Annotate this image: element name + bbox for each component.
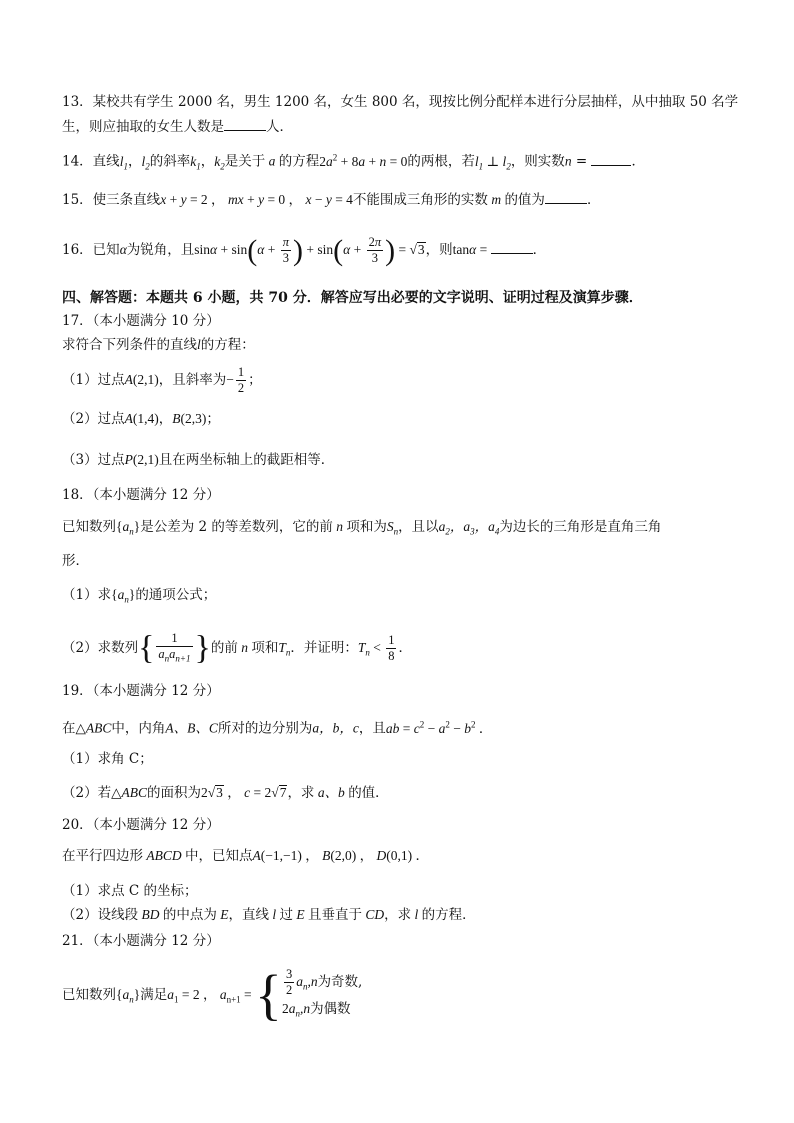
q19-part2 [62,783,389,803]
q17-intro-a: 求符合下列条件的直线 [62,337,197,353]
q16-prefix: 16．已知 [62,242,120,258]
q18-l1-a: 已知数列 [62,519,116,535]
q17-p3-b: 且在两坐标轴上的截距相等． [158,452,335,468]
q20-line1 [62,846,429,866]
q18-l1-b: 是公差为 2 的等差数列，它的前 [140,519,333,535]
q18-p2-b: 的前 [210,640,238,656]
q21-case1-text: 为奇数, [317,973,363,990]
q17-intro-b: 的方程： [200,337,255,353]
q19-l1-b: 中，内角 [111,720,166,737]
q20-p2-e: 且垂直于 [307,907,362,923]
q18-part2 [62,628,412,673]
q15-end: ． [586,192,601,208]
q18-brace-left: { [138,629,155,667]
q20-math-e: E [216,907,229,922]
q14-math-k2: $k_2$ [214,153,225,172]
q21-math-a1: $a_1 = 2$ ， $a_{n+1}$ = [167,987,256,1005]
q16-mid2: ，则 [425,242,453,258]
q18-l1-e: 为边长的三角形是直角三角 [499,519,662,535]
q20-part2 [62,905,476,925]
q18-p1-b: 的通项公式； [135,587,217,603]
q19-part1: （1）求角 C； [62,751,153,767]
q18-math-n: n [332,519,347,534]
q14-answer-blank[interactable] [591,151,631,166]
q18-p2-e: ． [398,640,412,656]
q20-math-l: l [268,907,280,922]
q17-p1-c: ； [248,372,262,388]
q17-p1-a: （1）过点 [62,372,125,388]
q19-l1-c: 所对的边分别为 [217,720,313,737]
q21-math-seq: $\{a_n\}$ [116,987,141,1005]
q14-line: 14．直线$l_1$，$l_2$的斜率$k_1$，$k_2$是关于 a 的方程$2a^2 + 8a + n = 0$的两根，若$l_1$ ⊥ $l_2$，则实数n = ． [62,152,645,172]
q19-math-area: 2√3 ， c = 2√7 [200,785,287,800]
q19-math-abc2: ABC [121,785,147,800]
q18-math-sides: $a_2$，$a_3$，$a_4$ [438,519,500,537]
q17-p2-b: ， [158,411,173,427]
q13-line2 [62,116,293,137]
q20-p2-g: 的方程． [421,907,476,923]
q18-math-sn: $S_n$ [386,519,399,537]
q19-math-abc: ABC [85,720,112,736]
q19-l1-d: ，且 [358,720,386,737]
q13-line1 [62,92,738,112]
q18-l1-c: 项和为 [346,519,387,535]
q14-mid3: 的方程 [278,153,320,170]
q15-mid2: 的值为 [504,192,545,208]
q17-math-point-a2: A(1,4) [124,411,159,426]
q19-math-angles: A、B、C [165,720,218,736]
q17-part3 [62,450,334,470]
q21-case2-text: 为偶数 [310,1000,351,1017]
q19-l1-a: 在△ [62,720,86,737]
q17-part2 [62,409,220,429]
q14-math-l2: $l_2$ [141,153,150,172]
q19-p2-b: 的面积为 [146,785,201,801]
q13-answer-blank[interactable] [224,116,266,131]
q20-p2-f: ，求 [384,907,412,923]
q18-head: 18．（本小题满分 12 分） [62,487,220,503]
q15-answer-blank[interactable] [545,189,587,204]
q18-brace-right: } [194,629,211,667]
q14-prefix: 14．直线 [62,153,120,170]
q14-mid1: 的斜率 [149,153,191,170]
q14-math-perp: $l_1$ ⊥ $l_2$ [474,153,511,172]
q17-p2-a: （2）过点 [62,411,125,427]
q19-head: 19．（本小题满分 12 分） [62,683,220,699]
q17-math-point-b: B(2,3) [172,411,207,426]
q21-case-brace: { [255,964,282,1027]
q18-line1 [62,517,661,542]
q14-math-l1: $l_1$ [119,153,128,172]
q19-p2-a: （2）若△ [62,785,122,801]
q17-p3-a: （3）过点 [62,452,125,468]
q20-head: 20．（本小题满分 12 分） [62,817,220,833]
q19-math-equation: ab = $c^2 - a^2 - b^2$ ． [385,719,493,736]
section4-title: 四、解答题：本题共 6 小题，共 70 分．解答应写出必要的文字说明、证明过程及演算步骤． [62,290,643,306]
q19-math-sides: a，b，c [312,720,359,736]
q17-math-point-p: P(2,1) [124,452,159,467]
q14-math-k1: $k_1$ [190,153,201,172]
q14-mid5: ，则实数 [510,153,565,170]
q18-math-seq2: $\{a_n\}$ [111,587,136,605]
q21-l1-a: 已知数列 [62,987,116,1003]
q18-math-n2: n [237,640,252,655]
q17-math-slope: − $\frac{1}{2}$ [226,365,245,396]
q16-answer-blank[interactable] [491,239,533,254]
q17-part1 [62,362,262,398]
q21-case1: $\frac{3}{2}$ $a_n,n$为奇数, [285,966,363,997]
q20-p2-a: （2）设线段 [62,907,139,923]
q15-math-lines: x + y = 2 ， mx + y = 0 ， x − y = 4 [160,192,353,207]
q16-math-equation: sinα + sin(α + $\frac{\pi}{3}$ ) + sin(α + $\frac{2\pi}{3}$ ) = √3 [194,233,425,267]
q20-p2-c: ，直线 [228,907,269,923]
q21-head: 21．（本小题满分 12 分） [62,933,220,949]
q18-l1-d: ，且以 [398,519,439,535]
q21-cases [282,967,362,1025]
q16-line [62,232,546,268]
q16-math-alpha: α [119,242,127,257]
q18-p2-c: 项和 [251,640,279,656]
q13-text-b: 生，则应抽取的女生人数是 [62,119,224,135]
q18-p1-a: （1）求 [62,587,112,603]
q20-math-l2: l [411,907,422,922]
q16-math-tan: tanα = [452,242,491,257]
q17-p1-b: ，且斜率为 [158,372,227,388]
q17-intro [62,335,255,355]
q15-math-m: m [487,192,505,207]
q21-case2: $2a_n,n$为偶数 [281,1000,351,1019]
q13-text-c: 人． [266,119,293,135]
q19-p2-d: 的值． [348,785,389,801]
q16-end: ． [532,242,547,258]
q17-head: 17．（本小题满分 10 分） [62,313,220,329]
q15-line [62,189,600,210]
q20-part1: （1）求点 C 的坐标； [62,883,198,899]
q14-math-a: a [265,153,279,169]
q14-end: ． [631,153,645,170]
q19-p2-c: ，求 [287,785,315,801]
q20-math-e2: E [292,907,308,922]
q20-l1-a: 在平行四边形 [62,848,143,864]
q15-prefix: 15．使三条直线 [62,192,161,208]
q18-math-frac: $\frac{1}{a_na_{n+1}}$ [158,630,191,664]
q15-mid: 不能围成三角形的实数 [352,192,488,208]
q20-math-points: A(−1,−1) ， B(2,0) ， D(0,1) ． [252,848,429,863]
q17-math-point-a: A(2,1) [124,372,159,387]
q14-math-n: n [564,153,572,169]
q17-p2-c: ； [206,411,220,427]
q14-mid4: 的两根，若 [407,153,475,170]
q18-math-ineq: $T_n$ < $\frac{1}{8}$ [357,633,395,664]
q18-part1 [62,585,216,610]
q20-p2-b: 的中点为 [162,907,217,923]
q20-math-abcd: ABCD [143,848,185,863]
q21-line1 [62,962,362,1028]
q19-line1 [62,714,492,739]
q14-mid2: 是关于 [224,153,266,170]
q13-text-a: 13．某校共有学生 2000 名，男生 1200 名，女生 800 名，现按比例分配样本进行分层抽样，从中抽取 50 名学 [62,94,739,110]
q20-math-bd: BD [138,907,163,922]
q19-math-ab: a、b [314,785,349,800]
q20-math-cd: CD [361,907,385,922]
q16-mid: 为锐角，且 [126,242,195,258]
q14-math-equation: $2a^2 + 8a + n = 0$ [319,152,408,169]
q18-math-tn: $T_n$ [278,640,291,658]
q18-p2-a: （2）求数列 [62,640,139,656]
q21-l1-b: 满足 [140,987,168,1003]
q18-p2-d: ．并证明： [290,640,358,656]
q18-line2: 形． [62,553,89,569]
q20-p2-d: 过 [279,907,293,923]
q17-math-l: l [197,337,201,352]
q18-math-seq: $\{a_n\}$ [116,519,141,537]
q20-l1-b: 中，已知点 [185,848,253,864]
